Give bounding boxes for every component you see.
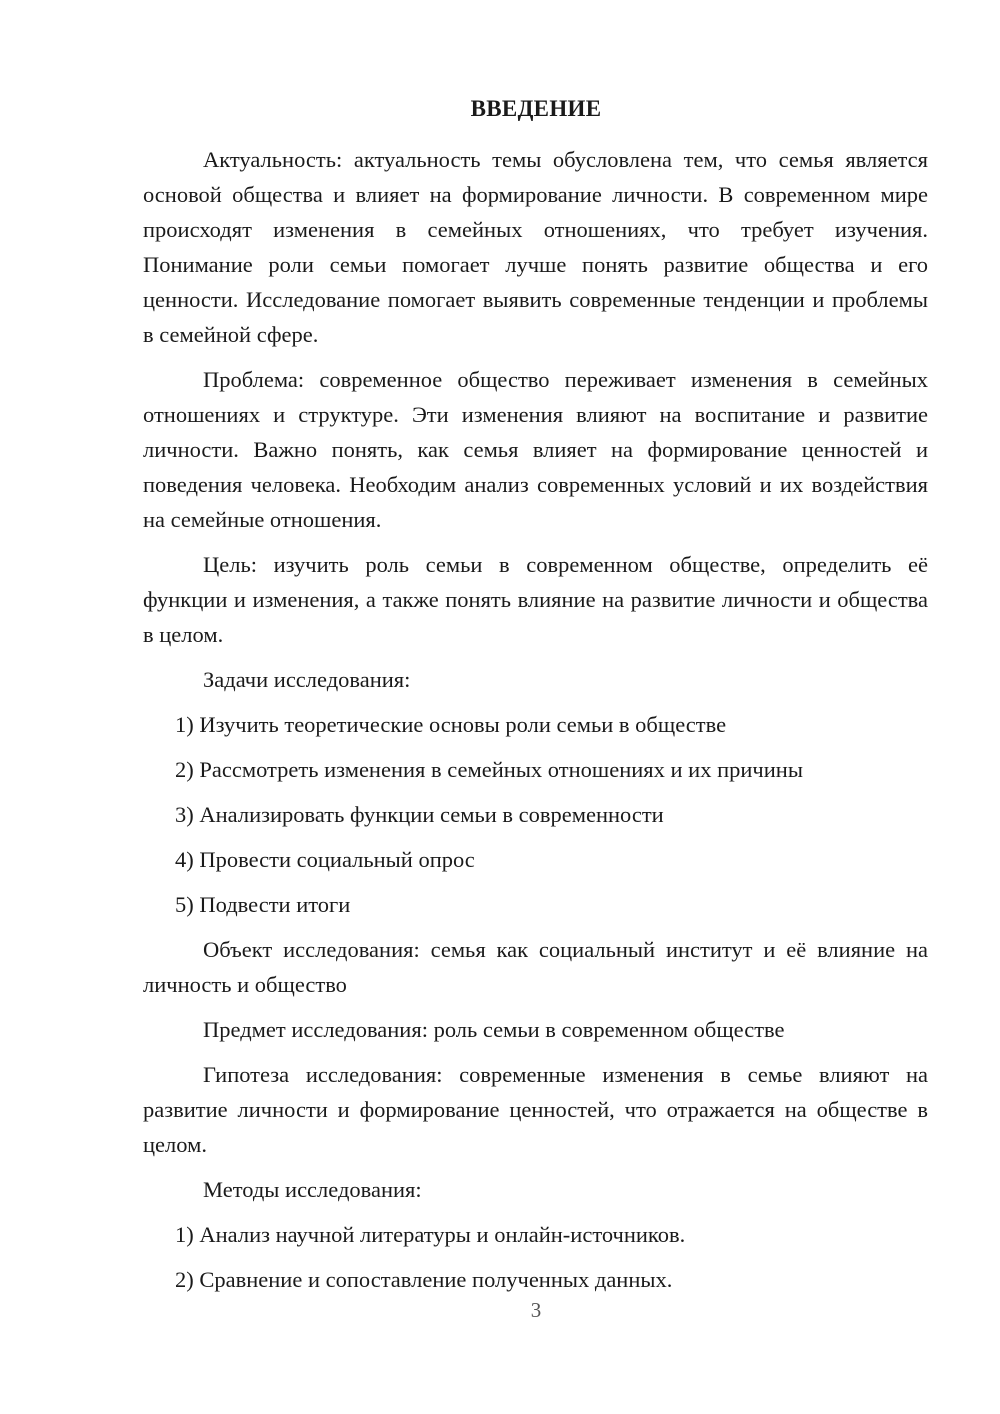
task-item: 1) Изучить теоретические основы роли семьи в обществе	[175, 712, 727, 737]
goal-paragraph: Цель: изучить роль семьи в современном обществе, определить её функции и изменения, а также понять влияние на развитие личности и общества в целом.	[143, 552, 928, 647]
method-item: 1) Анализ научной литературы и онлайн-источников.	[175, 1222, 686, 1247]
tasks-title: Задачи исследования:	[203, 667, 411, 692]
object-paragraph: Объект исследования: семья как социальный институт и её влияние на личность и общество	[143, 937, 928, 997]
method-item: 2) Сравнение и сопоставление полученных данных.	[175, 1267, 673, 1292]
section-heading: ВВЕДЕНИЕ	[470, 96, 602, 121]
task-item: 5) Подвести итоги	[175, 892, 351, 917]
tasks-list	[143, 707, 928, 922]
task-item: 3) Анализировать функции семьи в современности	[175, 802, 664, 827]
subject-paragraph: Предмет исследования: роль семьи в современном обществе	[203, 1017, 785, 1042]
relevance-paragraph: Актуальность: актуальность темы обусловлена тем, что семья является основой общества и влияет на формирование личности. В современном мире происходят изменения в семейных отношениях, что требует изучения. Понимание роли семьи помогает лучше понять развитие общества и его ценности. Исследование помогает выявить современные тенденции и проблемы в семейной сфере.	[143, 147, 928, 347]
methods-list	[143, 1217, 928, 1297]
document-body	[143, 142, 928, 1307]
problem-paragraph: Проблема: современное общество переживает изменения в семейных отношениях и структуре. Эти изменения влияют на воспитание и развитие личности. Важно понять, как семья влияет на формирование ценностей и поведения человека. Необходим анализ современных условий и их воздействия на семейные отношения.	[143, 367, 928, 532]
task-item: 4) Провести социальный опрос	[175, 847, 475, 872]
methods-title: Методы исследования:	[203, 1177, 422, 1202]
page-number: 3	[530, 1298, 542, 1322]
hypothesis-paragraph: Гипотеза исследования: современные изменения в семье влияют на развитие личности и формирование ценностей, что отражается на обществе в целом.	[143, 1062, 928, 1157]
task-item: 2) Рассмотреть изменения в семейных отношениях и их причины	[175, 757, 803, 782]
